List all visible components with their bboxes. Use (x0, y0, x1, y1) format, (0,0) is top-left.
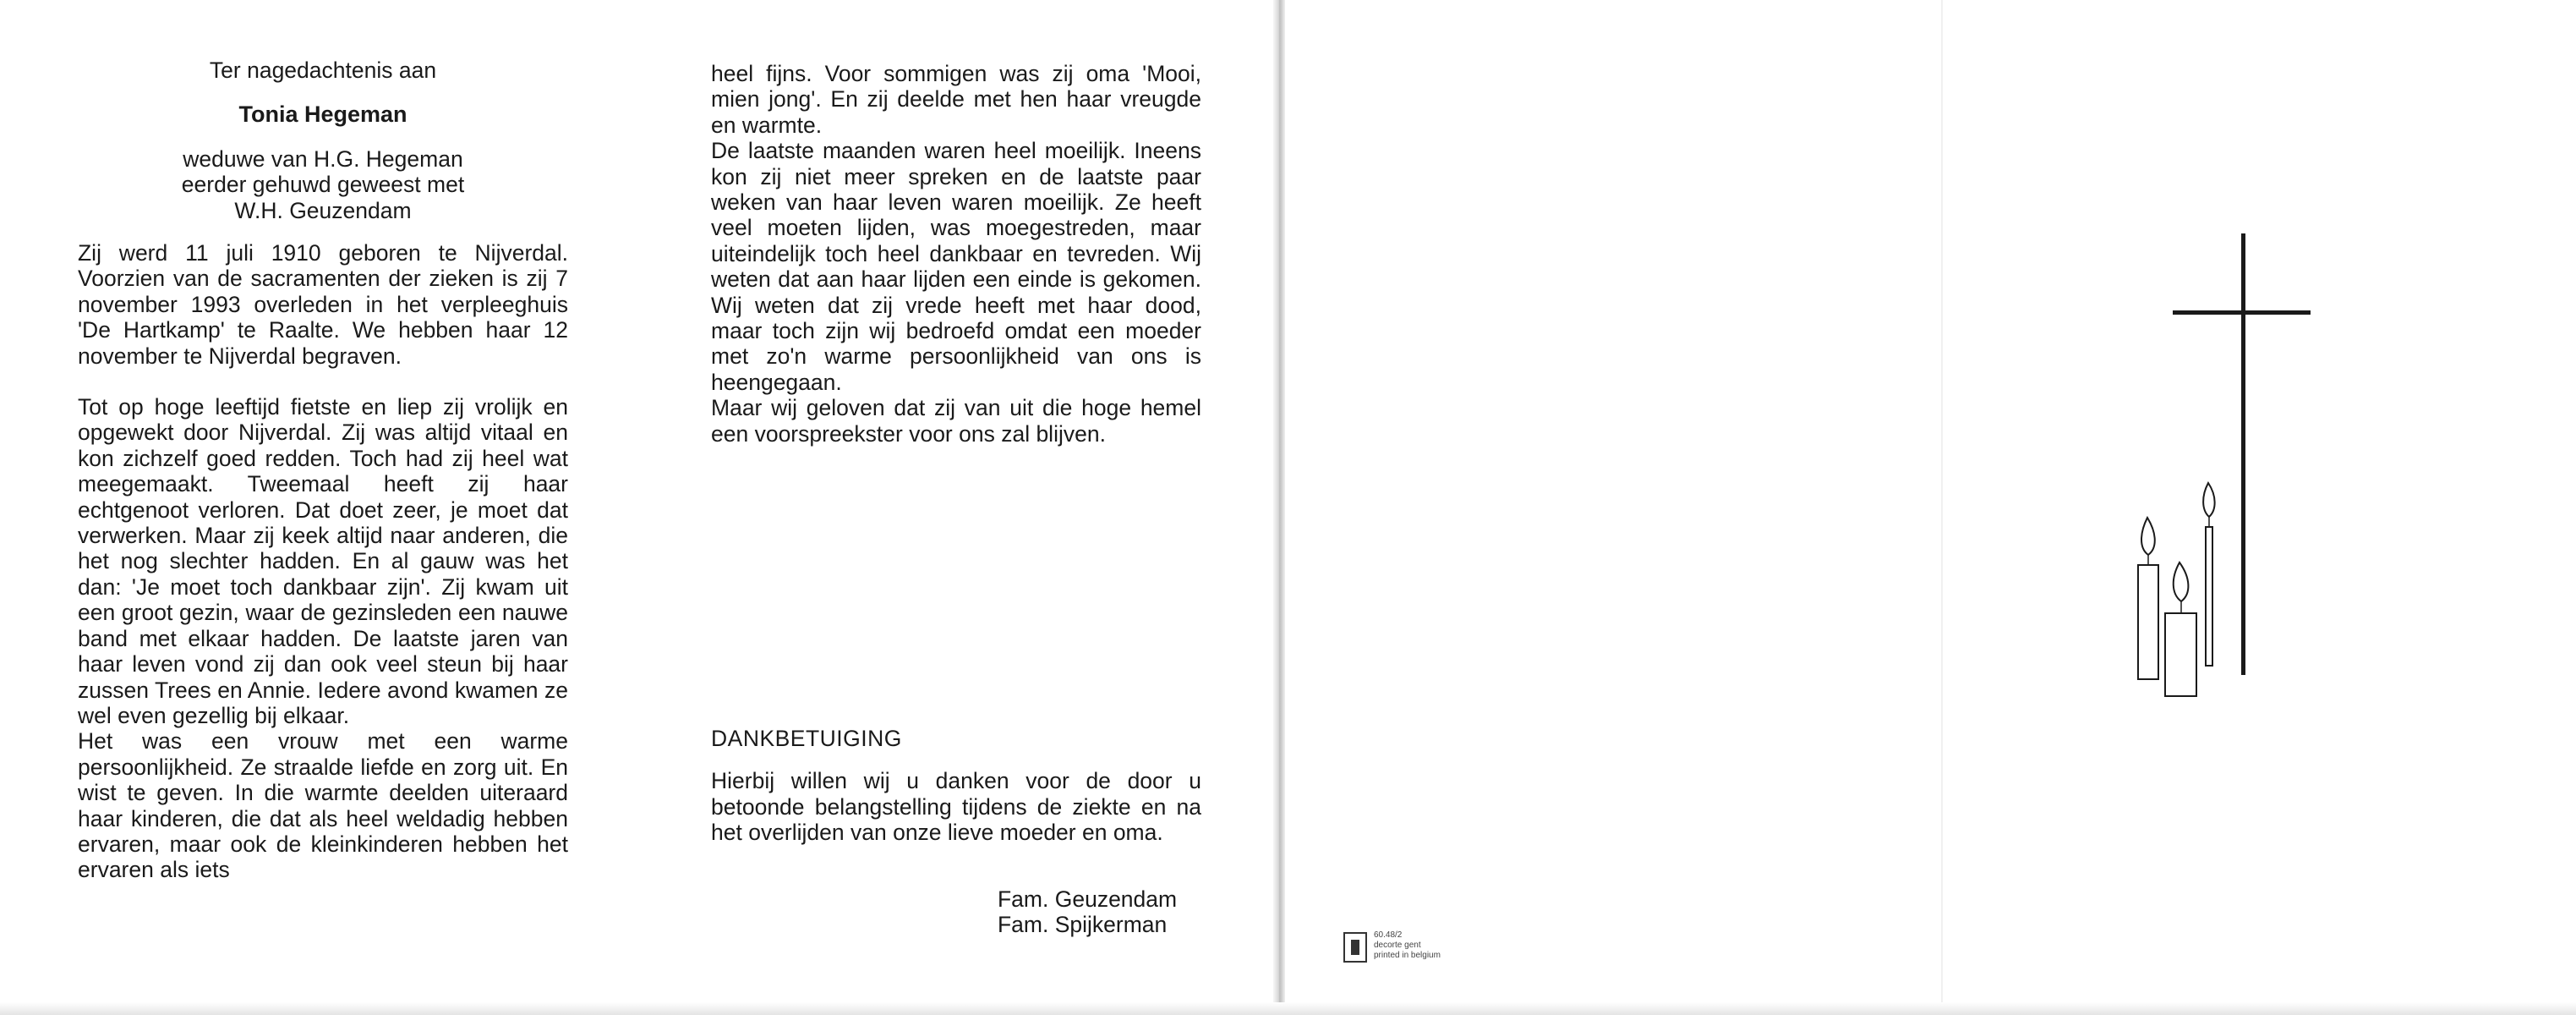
card-crease (1941, 0, 1943, 1015)
printer-logo-icon (1343, 932, 1367, 963)
printer-origin: printed in belgium (1374, 951, 1441, 960)
family-signatures (998, 886, 1200, 938)
biography-paragraph: Zij werd 11 juli 1910 geboren te Nijverdal. Voorzien van de sacramenten der zieken is zij 7 november 1993 overleden in het verpleeghuis 'De Hartkamp' te Raalte. We hebben haar 12 november te Nijverdal begraven. (78, 240, 568, 369)
signature-line: Fam. Geuzendam (998, 886, 1178, 912)
relation-line: eerder gehuwd geweest met (181, 172, 465, 198)
biography-paragraph: Maar wij geloven dat zij van uit die hoge hemel een voorspreekster voor ons zal blijven. (711, 395, 1201, 447)
left-text-column (78, 240, 568, 883)
thanks-section (711, 726, 1201, 846)
printer-text (1374, 930, 1441, 961)
printer-code: 60.48/2 (1374, 930, 1403, 940)
card-bottom-edge (0, 1002, 2576, 1015)
deceased-name: Tonia Hegeman (238, 102, 407, 128)
relation-line: weduwe van H.G. Hegeman (183, 145, 463, 172)
signature-line: Fam. Spijkerman (998, 912, 1168, 938)
biography-paragraph: Tot op hoge leeftijd fietste en liep zij vrolijk en opgewekt door Nijverdal. Zij was altijd vitaal en kon zichzelf goed redden. Toch had zij heel wat meegemaakt. Tweemaal heeft zij haar echtgenoot verloren. Dat doet zeer, je moet dat verwerken. Maar zij keek altijd naar anderen, die het nog slechter hadden. En al gauw was het dan: 'Je moet toch dankbaar zijn'. Zij kwam uit een groot gezin, waar de gezinsleden een nauwe band met elkaar hadden. De laatste jaren van haar leven vond zij dan ook veel steun bij haar zussen Trees en Annie. Iedere avond kwamen ze wel even gezellig bij elkaar. (78, 394, 568, 728)
printer-name: decorte gent (1374, 941, 1421, 950)
biography-paragraph: Het was een vrouw met een warme persoonlijkheid. Ze straalde liefde en zorg uit. En wist te geven. In die warmte deelden uiteraard haar kinderen, die dat als heel weldadig hebben ervaren, maar ook de kleinkinderen hebben het ervaren als iets (78, 728, 568, 883)
thanks-title: DANKBETUIGING (711, 726, 902, 751)
candles-icon (2138, 483, 2215, 696)
cross-icon (2114, 227, 2325, 709)
relation-line: W.H. Geuzendam (234, 197, 412, 223)
biography-paragraph: heel fijns. Voor sommigen was zij oma 'Mooi, mien jong'. En zij deelde met hen haar vreugde en warmte. (711, 61, 1201, 138)
memorial-header (78, 58, 568, 223)
biography-paragraph: De laatste maanden waren heel moeilijk. Ineens kon zij niet meer spreken en de laatste paar weken van haar leven waren moeilijk. Ze heeft veel moeten lijden, was moegestreden, maar uiteindelijk toch heel dankbaar en tevreden. Wij weten dat aan haar lijden een einde is gekomen. Wij weten dat zij vrede heeft met haar dood, maar toch zijn wij bedroefd omdat een moeder met zo'n warme persoonlijkheid van ons is heengegaan. (711, 138, 1201, 395)
card-fold (1273, 0, 1285, 1015)
printer-mark (1343, 929, 1512, 971)
memorial-intro: Ter nagedachtenis aan (209, 58, 437, 83)
thanks-body: Hierbij willen wij u danken voor de door u betoonde belangstelling tijdens de ziekte en na het overlijden van onze lieve moeder en oma. (711, 768, 1201, 846)
middle-text-column (711, 61, 1201, 447)
